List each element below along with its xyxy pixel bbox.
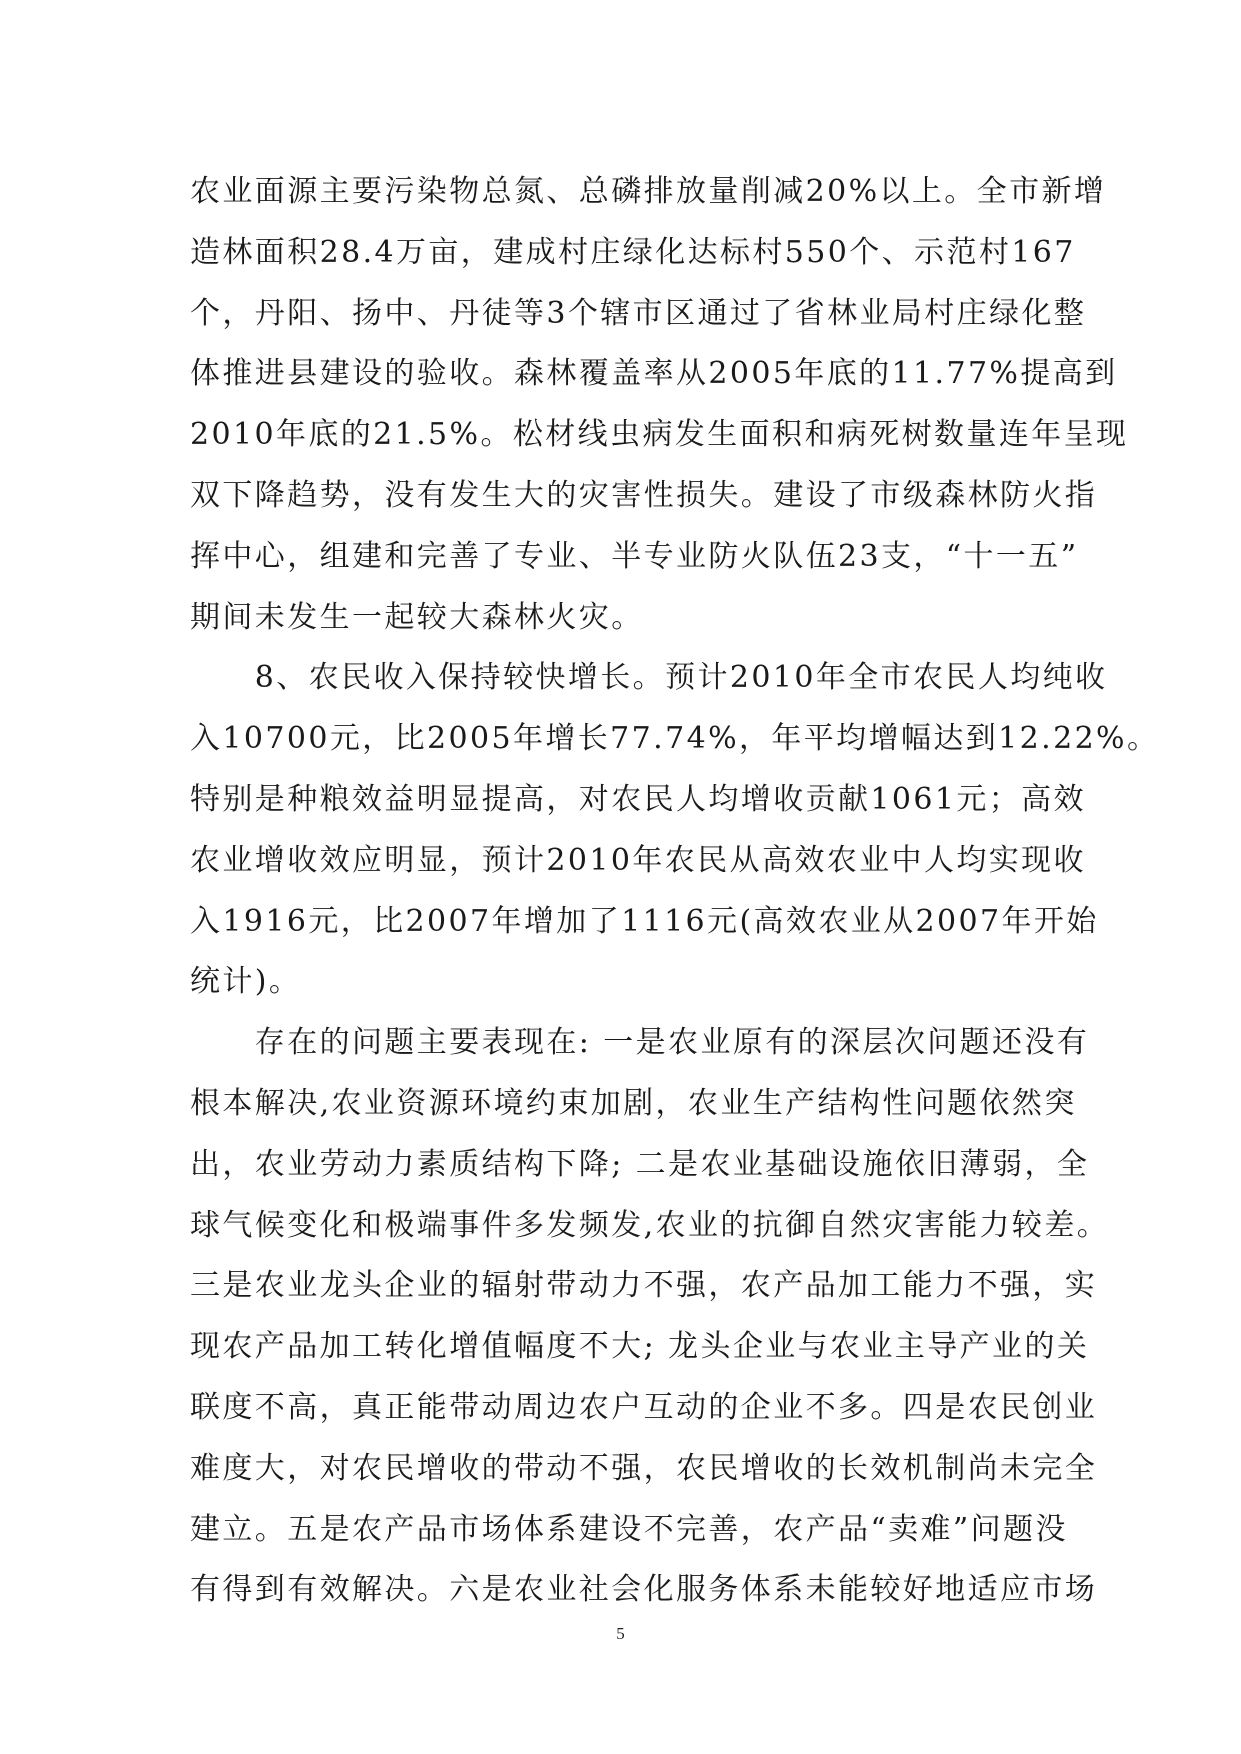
text-line: 8、农民收入保持较快增长。预计2010年全市农民人均纯收 (190, 660, 1108, 696)
text-line: 体推进县建设的验收。森林覆盖率从2005年底的11.77%提高到 (190, 356, 1118, 392)
text-line: 特别是种粮效益明显提高，对农民人均增收贡献1061元；高效 (190, 781, 1086, 817)
text-line: 双下降趋势，没有发生大的灾害性损失。建设了市级森林防火指 (190, 477, 1098, 513)
text-line: 挥中心，组建和完善了专业、半专业防火队伍23支，“十一五” (190, 538, 1079, 574)
text-line: 存在的问题主要表现在: 一是农业原有的深层次问题还没有 (190, 1025, 1090, 1061)
text-line: 有得到有效解决。六是农业社会化服务体系未能较好地适应市场 (190, 1572, 1098, 1608)
text-line: 球气候变化和极端事件多发频发,农业的抗御自然灾害能力较差。 (190, 1207, 1110, 1243)
text-line: 建立。五是农产品市场体系建设不完善，农产品“卖难”问题没 (190, 1511, 1068, 1547)
text-line: 农业增收效应明显，预计2010年农民从高效农业中人均实现收 (190, 842, 1086, 878)
text-line: 造林面积28.4万亩，建成村庄绿化达标村550个、示范村167 (190, 234, 1076, 270)
body-text (190, 162, 1160, 1621)
text-line: 联度不高，真正能带动周边农户互动的企业不多。四是农民创业 (190, 1389, 1098, 1425)
text-line: 统计)。 (190, 964, 302, 1000)
text-line: 2010年底的21.5%。松材线虫病发生面积和病死树数量连年呈现 (190, 417, 1129, 453)
text-line: 入1916元，比2007年增加了1116元(高效农业从2007年开始 (190, 903, 1099, 939)
text-line: 出，农业劳动力素质结构下降; 二是农业基础设施依旧薄弱，全 (190, 1146, 1090, 1182)
text-line: 根本解决,农业资源环境约束加剧，农业生产结构性问题依然突 (190, 1085, 1077, 1121)
text-line: 个，丹阳、扬中、丹徒等3个辖市区通过了省林业局村庄绿化整 (190, 295, 1087, 331)
text-line: 入10700元，比2005年增长77.74%，年平均增幅达到12.22%。 (190, 721, 1160, 757)
text-line: 三是农业龙头企业的辐射带动力不强，农产品加工能力不强，实 (190, 1268, 1098, 1304)
text-line: 农业面源主要污染物总氮、总磷排放量削减20%以上。全市新增 (190, 174, 1107, 209)
text-line: 期间未发生一起较大森林火灾。 (190, 599, 644, 635)
text-line: 现农产品加工转化增值幅度不大; 龙头企业与农业主导产业的关 (190, 1329, 1090, 1365)
text-line: 难度大，对农民增收的带动不强，农民增收的长效机制尚未完全 (190, 1450, 1098, 1486)
page-number: 5 (616, 1624, 625, 1643)
